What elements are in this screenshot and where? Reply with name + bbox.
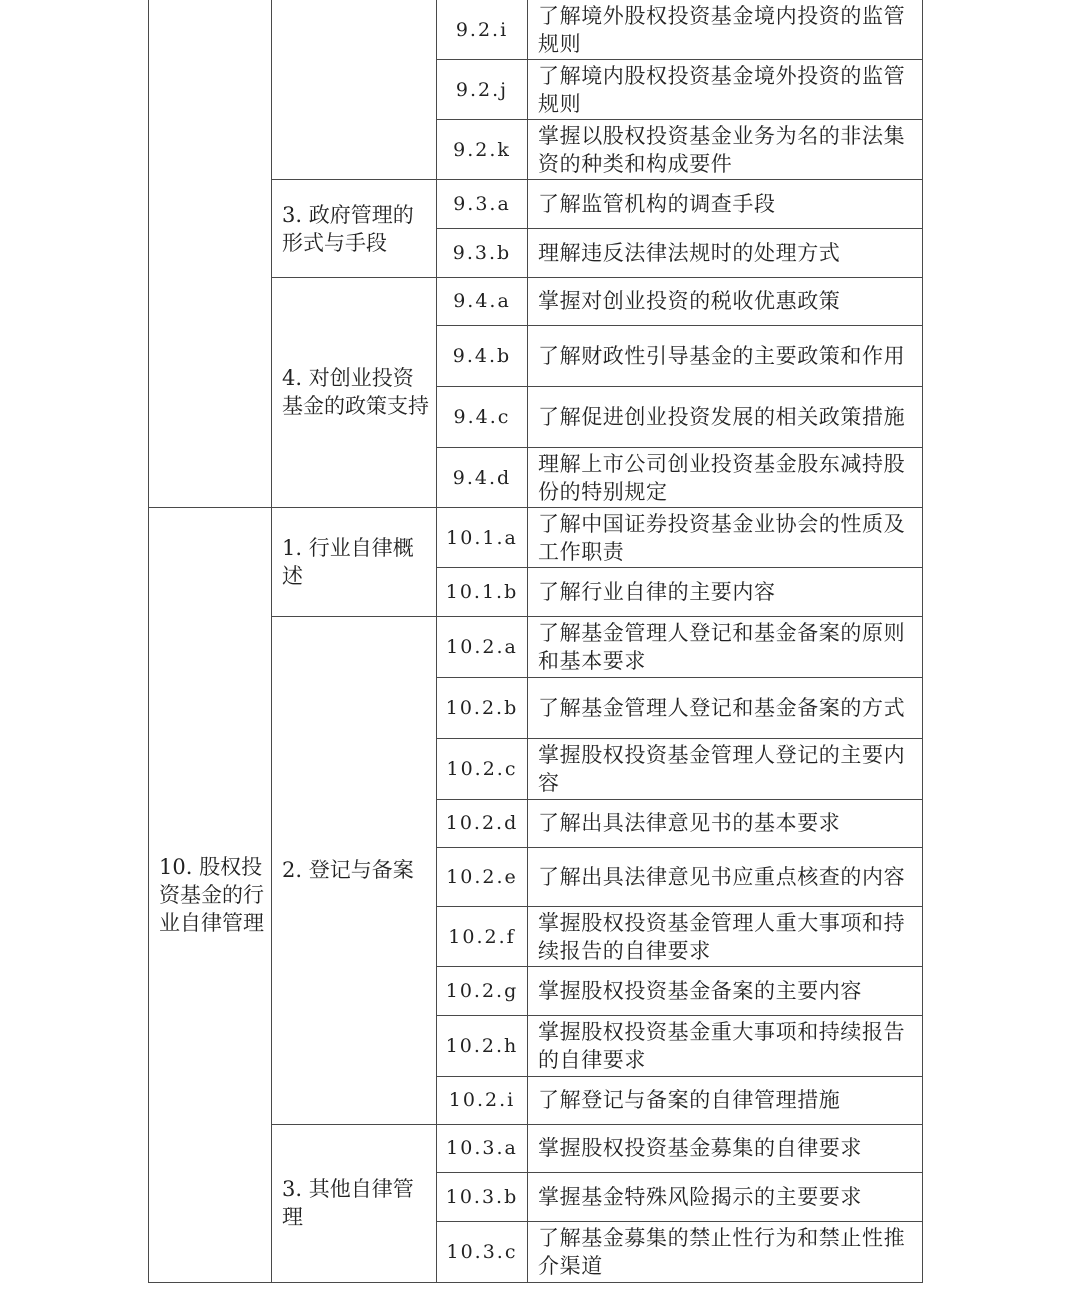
section-label: 4. 对创业投资基金的政策支持 bbox=[272, 277, 437, 508]
table-row bbox=[149, 0, 923, 60]
chapter-cell-9-continued bbox=[149, 0, 272, 508]
item-text: 掌握对创业投资的税收优惠政策 bbox=[528, 277, 923, 326]
item-code: 9.2.j bbox=[437, 60, 528, 120]
item-text: 了解监管机构的调查手段 bbox=[528, 180, 923, 229]
item-code: 9.4.c bbox=[437, 387, 528, 448]
item-text: 掌握股权投资基金管理人重大事项和持续报告的自律要求 bbox=[528, 907, 923, 967]
item-text: 掌握股权投资基金募集的自律要求 bbox=[528, 1124, 923, 1173]
item-text: 了解出具法律意见书应重点核查的内容 bbox=[528, 847, 923, 907]
section-label: 3. 其他自律管理 bbox=[272, 1124, 437, 1282]
item-code: 10.3.b bbox=[437, 1173, 528, 1222]
item-code: 10.2.e bbox=[437, 847, 528, 907]
item-code: 9.2.k bbox=[437, 120, 528, 180]
item-code: 10.2.f bbox=[437, 907, 528, 967]
item-code: 9.2.i bbox=[437, 0, 528, 60]
item-text: 掌握股权投资基金备案的主要内容 bbox=[528, 967, 923, 1016]
item-text: 了解出具法律意见书的基本要求 bbox=[528, 799, 923, 847]
syllabus-table bbox=[148, 0, 923, 1283]
item-text: 了解境内股权投资基金境外投资的监管规则 bbox=[528, 60, 923, 120]
section-label: 2. 登记与备案 bbox=[272, 616, 437, 1124]
item-code: 10.1.a bbox=[437, 508, 528, 568]
item-code: 9.4.b bbox=[437, 326, 528, 387]
item-text: 了解基金募集的禁止性行为和禁止性推介渠道 bbox=[528, 1221, 923, 1282]
item-code: 9.3.b bbox=[437, 229, 528, 278]
item-code: 9.3.a bbox=[437, 180, 528, 229]
item-text: 了解境外股权投资基金境内投资的监管规则 bbox=[528, 0, 923, 60]
section-label: 3. 政府管理的形式与手段 bbox=[272, 180, 437, 277]
item-text: 掌握基金特殊风险揭示的主要要求 bbox=[528, 1173, 923, 1222]
item-text: 掌握股权投资基金管理人登记的主要内容 bbox=[528, 738, 923, 799]
table-row bbox=[149, 508, 923, 568]
section-cell-9-2-continued bbox=[272, 0, 437, 180]
item-text: 了解基金管理人登记和基金备案的方式 bbox=[528, 677, 923, 738]
item-code: 10.3.c bbox=[437, 1221, 528, 1282]
item-code: 10.2.c bbox=[437, 738, 528, 799]
item-text: 理解违反法律法规时的处理方式 bbox=[528, 229, 923, 278]
item-code: 9.4.d bbox=[437, 448, 528, 508]
section-label: 1. 行业自律概述 bbox=[272, 508, 437, 617]
item-text: 了解登记与备案的自律管理措施 bbox=[528, 1077, 923, 1125]
item-code: 10.2.b bbox=[437, 677, 528, 738]
item-code: 10.2.d bbox=[437, 799, 528, 847]
item-text: 了解中国证券投资基金业协会的性质及工作职责 bbox=[528, 508, 923, 568]
item-code: 10.3.a bbox=[437, 1124, 528, 1173]
item-code: 10.1.b bbox=[437, 568, 528, 617]
item-code: 10.2.g bbox=[437, 967, 528, 1016]
item-code: 10.2.i bbox=[437, 1077, 528, 1125]
item-text: 掌握股权投资基金重大事项和持续报告的自律要求 bbox=[528, 1016, 923, 1077]
item-text: 理解上市公司创业投资基金股东减持股份的特别规定 bbox=[528, 448, 923, 508]
item-text: 了解基金管理人登记和基金备案的原则和基本要求 bbox=[528, 616, 923, 677]
item-text: 了解行业自律的主要内容 bbox=[528, 568, 923, 617]
item-code: 9.4.a bbox=[437, 277, 528, 326]
item-code: 10.2.h bbox=[437, 1016, 528, 1077]
item-code: 10.2.a bbox=[437, 616, 528, 677]
item-text: 了解财政性引导基金的主要政策和作用 bbox=[528, 326, 923, 387]
item-text: 了解促进创业投资发展的相关政策措施 bbox=[528, 387, 923, 448]
item-text: 掌握以股权投资基金业务为名的非法集资的种类和构成要件 bbox=[528, 120, 923, 180]
chapter-label: 10. 股权投资基金的行业自律管理 bbox=[149, 508, 272, 1283]
